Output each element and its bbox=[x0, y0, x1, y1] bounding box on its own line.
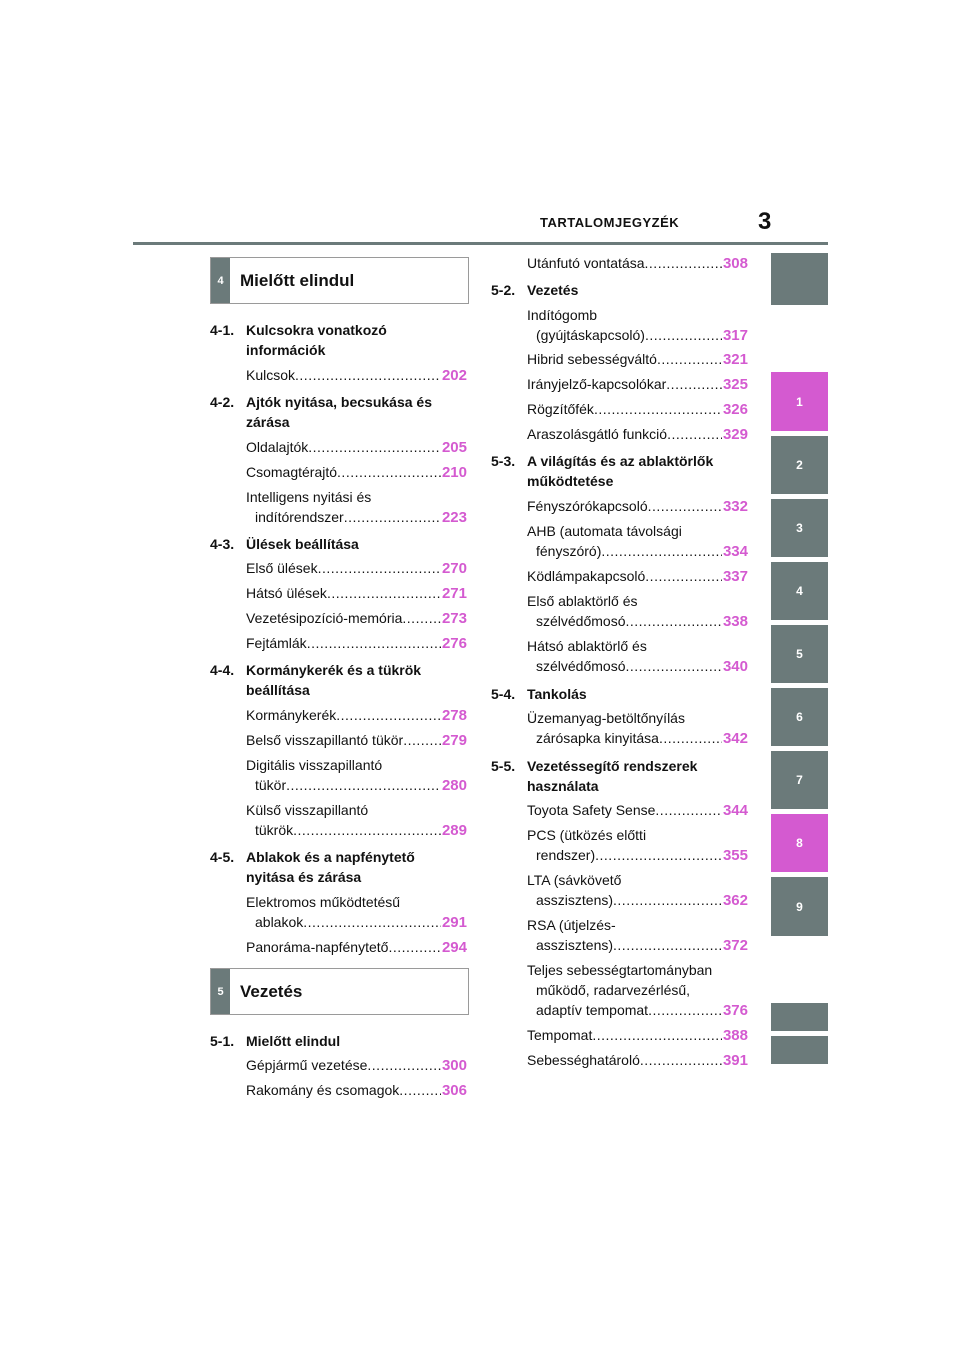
toc-entry[interactable]: Tempomat ..... 388 bbox=[527, 1025, 748, 1046]
toc-entry[interactable]: Irányjelző-kapcsolókar ..... 325 bbox=[527, 374, 748, 395]
chapter-tab-blank[interactable] bbox=[771, 253, 828, 305]
page-link[interactable]: 344 bbox=[722, 802, 748, 819]
page-link[interactable]: 376 bbox=[722, 1002, 748, 1019]
page-link[interactable]: 210 bbox=[441, 464, 467, 481]
page-number: 3 bbox=[758, 208, 772, 235]
toc-entry[interactable]: Kulcsok ..... 202 bbox=[246, 365, 467, 386]
page-link[interactable]: 372 bbox=[722, 937, 748, 954]
page-link[interactable]: 273 bbox=[441, 610, 467, 627]
chapter-tab-index-2[interactable] bbox=[771, 1036, 828, 1064]
chapter-tab-8[interactable]: 8 bbox=[771, 814, 828, 872]
page-link[interactable]: 329 bbox=[722, 426, 748, 443]
toc-entry[interactable]: Csomagtérajtó ..... 210 bbox=[246, 462, 467, 483]
page-link[interactable]: 362 bbox=[722, 892, 748, 909]
chapter-tab-index[interactable] bbox=[771, 1003, 828, 1031]
header-rule bbox=[133, 242, 828, 245]
section-number: 5 bbox=[211, 969, 230, 1014]
toc-entry[interactable]: Vezetésipozíció-memória ..... 273 bbox=[246, 608, 467, 629]
toc-entry[interactable]: PCS (ütközés előtti rendszer) ..... 355 bbox=[527, 825, 748, 866]
toc-entry[interactable]: Kormánykerék ..... 278 bbox=[246, 705, 467, 726]
toc-entry[interactable]: Ködlámpakapcsoló ..... 337 bbox=[527, 566, 748, 587]
toc-entry[interactable]: Első ülések ..... 270 bbox=[246, 558, 467, 579]
chapter-tab-6[interactable]: 6 bbox=[771, 688, 828, 746]
page-link[interactable]: 291 bbox=[441, 914, 467, 931]
page-link[interactable]: 280 bbox=[441, 777, 467, 794]
section-header-5 bbox=[210, 968, 469, 1015]
toc-entry[interactable]: Első ablaktörlő és szélvédőmosó ..... 338 bbox=[527, 591, 748, 632]
toc-entry[interactable]: Fényszórókapcsoló ..... 332 bbox=[527, 496, 748, 517]
page-link[interactable]: 223 bbox=[441, 509, 467, 526]
page-link[interactable]: 342 bbox=[722, 730, 748, 747]
page-link[interactable]: 391 bbox=[722, 1052, 748, 1069]
toc-entry[interactable]: RSA (útjelzés- asszisztens) ..... 372 bbox=[527, 915, 748, 956]
chapter-tab-2[interactable]: 2 bbox=[771, 436, 828, 494]
section-header-4 bbox=[210, 257, 469, 304]
page-link[interactable]: 338 bbox=[722, 613, 748, 630]
chapter-tab-7[interactable]: 7 bbox=[771, 751, 828, 809]
page-link[interactable]: 325 bbox=[722, 376, 748, 393]
toc-entry[interactable]: Külső visszapillantó tükrök ..... 289 bbox=[246, 800, 467, 841]
page-link[interactable]: 321 bbox=[722, 351, 748, 368]
page-link[interactable]: 279 bbox=[441, 732, 467, 749]
toc-entry[interactable]: Toyota Safety Sense ..... 344 bbox=[527, 800, 748, 821]
toc-entry[interactable]: Indítógomb (gyújtáskapcsoló) ..... 317 bbox=[527, 305, 748, 346]
toc-entry[interactable]: Araszolásgátló funkció ..... 329 bbox=[527, 424, 748, 445]
toc-entry[interactable]: Rakomány és csomagok ..... 306 bbox=[246, 1080, 467, 1101]
toc-entry[interactable]: AHB (automata távolsági fényszóró) ..... 334 bbox=[527, 521, 748, 562]
section-number: 4 bbox=[211, 258, 230, 303]
chapter-tab-5[interactable]: 5 bbox=[771, 625, 828, 683]
toc-entry[interactable]: Intelligens nyitási és indítórendszer ..... 223 bbox=[246, 487, 467, 528]
page-link[interactable]: 332 bbox=[722, 498, 748, 515]
toc-entry[interactable]: Panoráma-napfénytető ..... 294 bbox=[246, 937, 467, 958]
page-link[interactable]: 306 bbox=[441, 1082, 467, 1099]
page-link[interactable]: 289 bbox=[441, 822, 467, 839]
toc-entry[interactable]: Hátsó ülések ..... 271 bbox=[246, 583, 467, 604]
page-link[interactable]: 300 bbox=[441, 1057, 467, 1074]
page-link[interactable]: 276 bbox=[441, 635, 467, 652]
toc-entry[interactable]: Rögzítőfék ..... 326 bbox=[527, 399, 748, 420]
page-link[interactable]: 340 bbox=[722, 658, 748, 675]
page-link[interactable]: 202 bbox=[441, 367, 467, 384]
toc-entry[interactable]: LTA (sávkövető asszisztens) ..... 362 bbox=[527, 870, 748, 911]
page-link[interactable]: 205 bbox=[441, 439, 467, 456]
toc-entry[interactable]: Digitális visszapillantó tükör ..... 280 bbox=[246, 755, 467, 796]
toc-entry[interactable]: Üzemanyag-betöltőnyílás zárósapka kinyitása ..... 342 bbox=[527, 708, 748, 749]
chapter-tab-1[interactable]: 1 bbox=[771, 372, 828, 431]
toc-entry[interactable]: Hibrid sebességváltó ..... 321 bbox=[527, 349, 748, 370]
page-link[interactable]: 334 bbox=[722, 543, 748, 560]
toc-subsection-4-1: 4-1. Kulcsokra vonatkozó információk bbox=[210, 322, 387, 358]
toc-entry[interactable]: Fejtámlák ..... 276 bbox=[246, 633, 467, 654]
section-title: Mielőtt elindul bbox=[240, 270, 355, 290]
toc-entry[interactable]: Sebességhatároló ..... 391 bbox=[527, 1050, 748, 1071]
chapter-tab-3[interactable]: 3 bbox=[771, 499, 828, 557]
toc-entry[interactable]: Gépjármű vezetése ..... 300 bbox=[246, 1055, 467, 1076]
section-title: Vezetés bbox=[240, 981, 303, 1001]
toc-entry[interactable]: Hátsó ablaktörlő és szélvédőmosó ..... 340 bbox=[527, 636, 748, 677]
toc-entry[interactable]: Teljes sebességtartományban működő, radarvezérlésű, adaptív tempomat ..... 376 bbox=[527, 960, 748, 1021]
page-link[interactable]: 278 bbox=[441, 707, 467, 724]
page-link[interactable]: 308 bbox=[722, 255, 748, 272]
toc-entry[interactable]: Elektromos működtetésű ablakok ..... 291 bbox=[246, 892, 467, 933]
header-title: TARTALOMJEGYZÉK bbox=[540, 215, 680, 230]
toc-entry[interactable]: Oldalajtók ..... 205 bbox=[246, 437, 467, 458]
page-link[interactable]: 326 bbox=[722, 401, 748, 418]
page-link[interactable]: 388 bbox=[722, 1027, 748, 1044]
page-link[interactable]: 294 bbox=[441, 939, 467, 956]
page-link[interactable]: 337 bbox=[722, 568, 748, 585]
toc-entry[interactable]: Utánfutó vontatása ..... 308 bbox=[527, 253, 748, 274]
page-link[interactable]: 270 bbox=[441, 560, 467, 577]
page-link[interactable]: 271 bbox=[441, 585, 467, 602]
page-link[interactable]: 355 bbox=[722, 847, 748, 864]
toc-entry[interactable]: Belső visszapillantó tükör ..... 279 bbox=[246, 730, 467, 751]
page-link[interactable]: 317 bbox=[722, 327, 748, 344]
chapter-tab-4[interactable]: 4 bbox=[771, 562, 828, 620]
chapter-tab-9[interactable]: 9 bbox=[771, 877, 828, 936]
